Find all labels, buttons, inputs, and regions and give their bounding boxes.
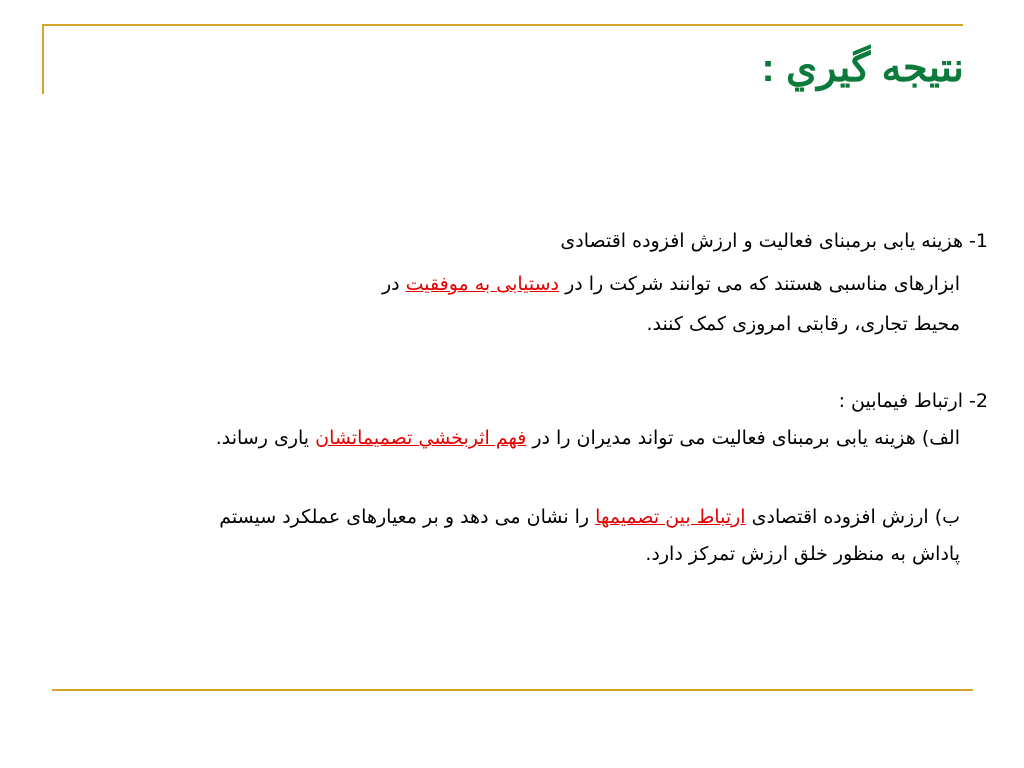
section1-line1 — [382, 273, 960, 297]
section2-b-after: را نشان می دهد و بر معیارهای عملکرد سیستم — [219, 506, 590, 528]
section2-a-after: یاری رساند. — [215, 427, 310, 449]
section2-a-before: الف) هزینه یابی برمبنای فعالیت می تواند مدیران را در — [532, 427, 960, 449]
section1-line2: محیط تجاری، رقابتی امروزی کمک کنند. — [646, 313, 960, 335]
section2-number: 2- — [969, 390, 988, 412]
bottom-border-line — [52, 689, 973, 691]
section2-item-a — [216, 427, 960, 451]
top-border-line — [42, 24, 963, 26]
slide-title: نتيجه گيري : — [761, 46, 964, 90]
section2-b-highlight: ارتباط بین تصمیمها — [595, 506, 746, 528]
section1-heading-line — [560, 230, 988, 254]
section1-line1-after: در — [381, 273, 400, 295]
left-border-line — [42, 24, 44, 94]
section2-heading-line — [839, 390, 988, 414]
section2-a-highlight: فهم اثربخشي تصميماتشان — [315, 427, 527, 449]
section1-line1-before: ابزارهای مناسبی هستند که می توانند شرکت را در — [565, 273, 960, 295]
section1-number: 1- — [969, 230, 988, 252]
section2-item-b-line2: پاداش به منظور خلق ارزش تمرکز دارد. — [645, 543, 960, 565]
section2-item-b-line1 — [219, 506, 960, 530]
section2-b-before: ب) ارزش افزوده اقتصادی — [751, 506, 960, 528]
section2-heading: ارتباط فیمابین : — [838, 390, 963, 412]
section1-heading: هزینه یابی برمبنای فعالیت و ارزش افزوده اقتصادی — [560, 230, 963, 252]
section1-line1-highlight: دستیابی به موفقیت — [405, 273, 560, 295]
